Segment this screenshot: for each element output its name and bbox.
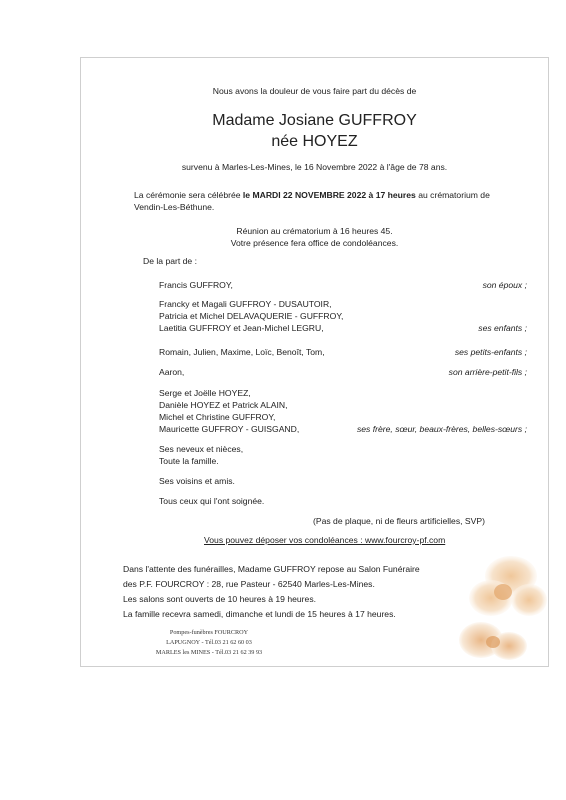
footer-block <box>139 628 279 658</box>
condoleances-link[interactable]: Vous pouvez déposer vos condoléances : www.fourcroy-pf.com <box>204 535 446 545</box>
announcement-card <box>80 57 549 667</box>
family-relation-1: ses enfants ; <box>478 323 527 333</box>
family-names-1a: Francky et Magali GUFFROY - DUSAUTOIR, <box>159 299 332 309</box>
ceremony-line2: Vendin-Les-Béthune. <box>134 202 215 212</box>
footer-marles: MARLES les MINES - Tél.03 21 62 39 93 <box>155 649 263 656</box>
salon-line4: La famille recevra samedi, dimanche et lundi de 15 heures à 17 heures. <box>123 609 396 619</box>
salon-line2: des P.F. FOURCROY : 28, rue Pasteur - 62540 Marles-Les-Mines. <box>123 579 375 589</box>
family-names-1c: Laetitia GUFFROY et Jean-Michel LEGRU, <box>159 323 324 333</box>
plaque-note: (Pas de plaque, ni de fleurs artificielles, SVP) <box>313 516 485 526</box>
death-info: survenu à Marles-Les-Mines, le 16 Novembre 2022 à l'âge de 78 ans. <box>181 162 448 172</box>
others-line1: Ses neveux et nièces, <box>159 444 244 454</box>
family-names-2: Romain, Julien, Maxime, Loïc, Benoît, Tom, <box>159 347 325 357</box>
voisins-line: Ses voisins et amis. <box>159 476 235 486</box>
orchid-flower-icon <box>451 548 547 664</box>
footer-company: Pompes-funèbres FOURCROY <box>169 629 249 636</box>
reunion-line1: Réunion au crématorium à 16 heures 45. <box>236 226 393 236</box>
family-names-4c: Michel et Christine GUFFROY, <box>159 412 276 422</box>
ceremony-line1 <box>134 190 490 201</box>
family-names-4a: Serge et Joëlle HOYEZ, <box>159 388 251 398</box>
deceased-name: Madame Josiane GUFFROY <box>212 112 417 129</box>
family-names-4d: Mauricette GUFFROY - GUISGAND, <box>159 424 300 434</box>
salon-line1: Dans l'attente des funérailles, Madame GUFFROY repose au Salon Funéraire <box>123 564 420 574</box>
soignee-line: Tous ceux qui l'ont soignée. <box>159 496 265 506</box>
salon-line3: Les salons sont ouverts de 10 heures à 19 heures. <box>123 594 317 604</box>
ceremony-prefix: La cérémonie sera célébrée <box>134 190 243 200</box>
family-relation-0: son époux ; <box>482 280 527 290</box>
reunion-line2: Votre présence fera office de condoléances. <box>230 238 399 248</box>
others-line2: Toute la famille. <box>159 456 219 466</box>
family-relation-3: son arrière-petit-fils ; <box>448 367 527 377</box>
family-relation-4: ses frère, sœur, beaux-frères, belles-sœurs ; <box>356 424 527 434</box>
family-names-4b: Danièle HOYEZ et Patrick ALAIN, <box>159 400 288 410</box>
maiden-name: née HOYEZ <box>271 133 358 150</box>
family-names-3: Aaron, <box>159 367 185 377</box>
footer-lapugnoy: LAPUGNOY - Tél.03 21 62 60 03 <box>166 639 252 646</box>
ceremony-suffix: au crématorium de <box>415 190 490 200</box>
ceremony-date: le MARDI 22 NOVEMBRE 2022 à 17 heures <box>242 190 416 200</box>
family-names-0: Francis GUFFROY, <box>159 280 233 290</box>
family-names-1b: Patricia et Michel DELAVAQUERIE - GUFFROY, <box>159 311 344 321</box>
de-la-part: De la part de : <box>143 256 197 266</box>
intro-text: Nous avons la douleur de vous faire part du décès de <box>212 86 417 96</box>
family-relation-2: ses petits-enfants ; <box>454 347 527 357</box>
